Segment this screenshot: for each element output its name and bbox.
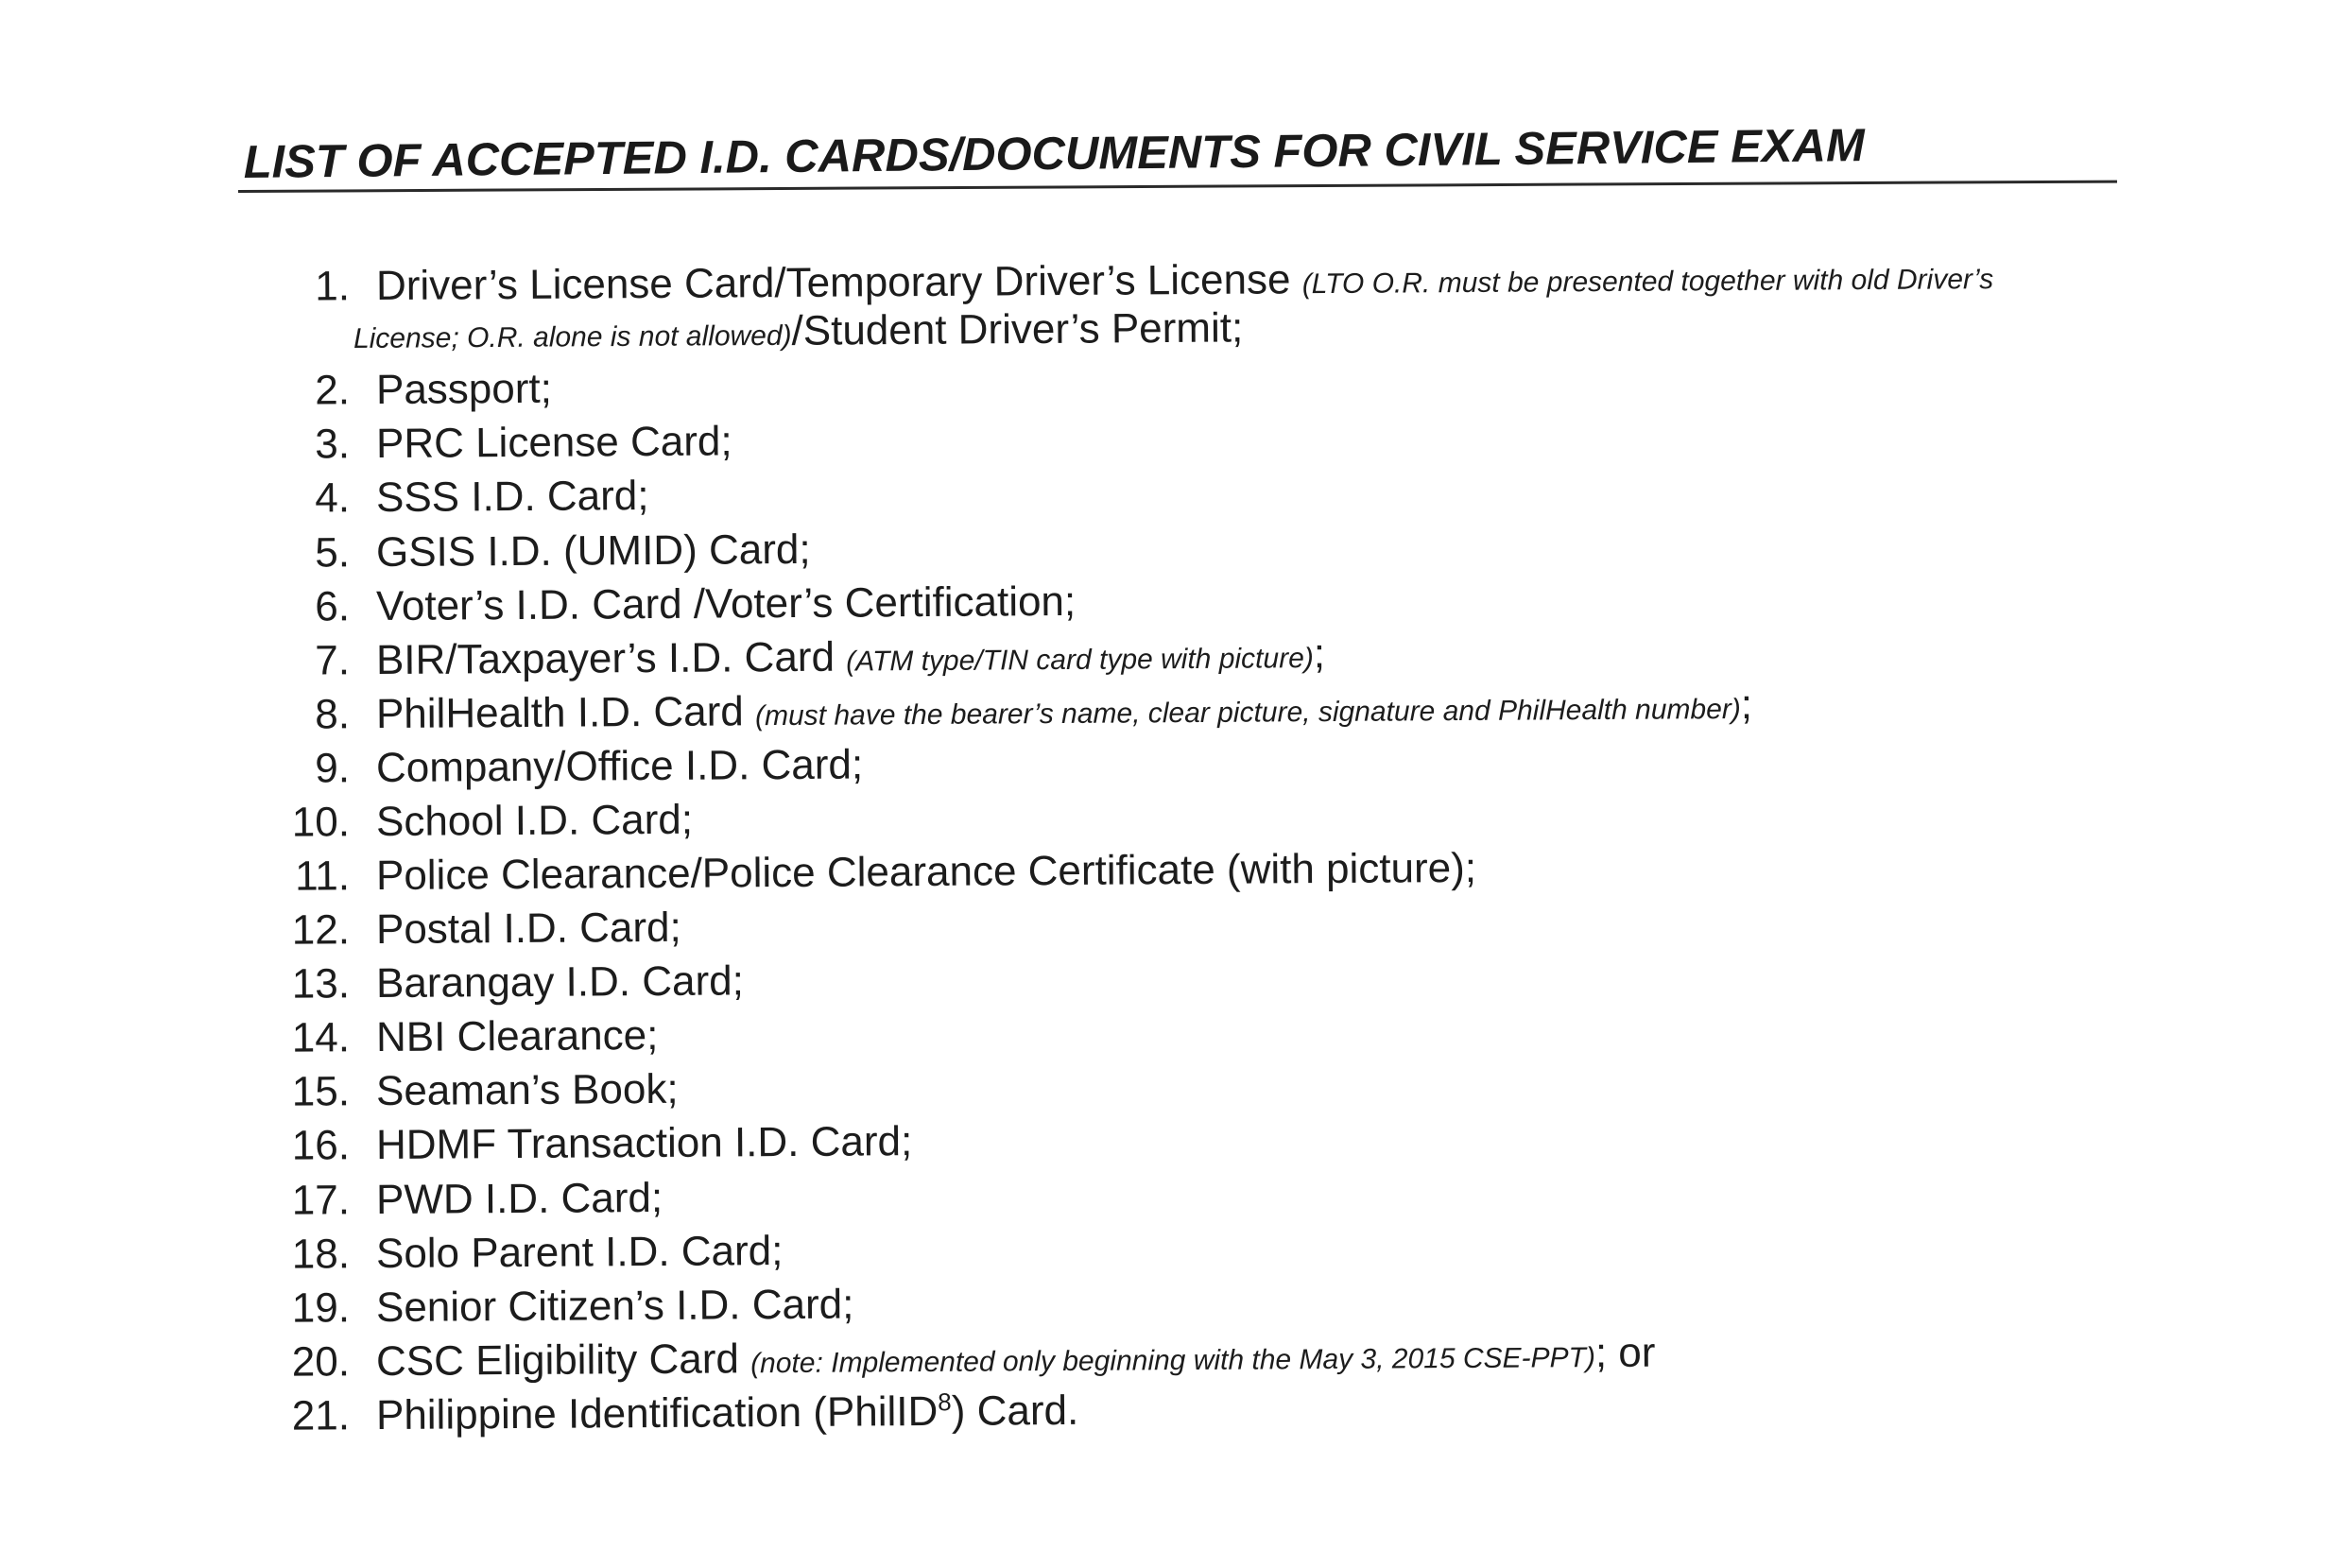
item-note: (note: Implemented only beginning with the May 3, 2015 CSE-PPT) [750,1342,1596,1380]
list-item [246,839,2136,902]
item-text: SSS I.D. Card; [375,473,649,522]
list-item [246,1217,2136,1280]
list-item [246,1109,2136,1171]
item-text: HDMF Transaction I.D. Card; [375,1118,913,1169]
item-number: 18. [291,1231,351,1278]
item-number: 2. [315,367,351,414]
list-item [246,570,2136,632]
item-text: PhilHealth I.D. Card [375,688,744,738]
item-text: Senior Citizen’s I.D. Card; [375,1281,854,1332]
item-note: (LTO O.R. must be presented together with old Driver’s [1301,264,1994,301]
item-number: 17. [291,1177,351,1224]
item-number: 21. [291,1392,351,1439]
item-text-end: ) Card. [951,1387,1079,1435]
item-number: 12. [291,906,351,954]
list-item-continuation [353,298,2149,364]
item-number: 20. [291,1338,351,1386]
list-item [246,461,2136,524]
item-number: 1. [315,263,351,310]
item-text: Company/Office I.D. Card; [375,741,864,792]
list-item [246,516,2136,578]
item-text: School I.D. Card; [375,796,694,846]
item-text: Passport; [375,365,553,414]
item-punctuation: ; [1313,630,1326,678]
list-item [246,1163,2136,1226]
item-number: 8. [315,691,351,738]
item-text: Postal I.D. Card; [375,904,681,954]
list-item [246,947,2136,1009]
item-text: Philippine Identification (PhilID [375,1387,939,1439]
item-number: 5. [315,529,351,577]
list-item [246,1055,2136,1117]
list-item [246,1001,2136,1063]
item-number: 16. [291,1122,351,1169]
item-text-continued: /Student Driver’s Permit; [791,304,1244,354]
list-item [246,893,2136,956]
item-number: 11. [294,853,351,900]
footnote-marker: 8 [938,1387,952,1417]
list-item [246,407,2136,470]
list-item [246,353,2136,416]
item-number: 10. [291,799,351,846]
item-note-continued: License; O.R. alone is not allowed) [353,319,792,354]
item-text: Driver’s License Card/Temporary Driver’s License [375,256,1291,310]
item-note: (must have the bearer’s name, clear picture, signature and PhilHealth number) [754,693,1741,732]
item-text: CSC Eligibility Card [375,1335,740,1386]
item-text: Police Clearance/Police Clearance Certificate (with picture); [375,844,1477,900]
item-text: GSIS I.D. (UMID) Card; [375,526,811,577]
item-text: PRC License Card; [375,418,732,468]
item-punctuation: ; or [1594,1329,1656,1377]
list-item [246,1271,2136,1334]
item-number: 9. [315,745,351,792]
item-number: 13. [291,960,351,1008]
document-heading: LIST OF ACCEPTED I.D. CARDS/DOCUMENTS FOR CIVIL SERVICE EXAM [243,120,1865,189]
item-number: 3. [315,421,351,468]
item-number: 14. [291,1014,351,1061]
item-text: Solo Parent I.D. Card; [375,1228,784,1278]
item-text: BIR/Taxpayer’s I.D. Card [375,633,836,684]
item-note: (ATM type/TIN card type with picture) [846,643,1314,678]
item-number: 15. [291,1068,351,1115]
item-text: Voter’s I.D. Card /Voter’s Certification; [375,577,1077,630]
item-number: 7. [315,637,351,684]
item-text: NBI Clearance; [375,1011,659,1061]
item-text: Barangay I.D. Card; [375,957,745,1008]
item-number: 4. [315,474,351,522]
item-text: Seaman’s Book; [375,1065,679,1115]
item-number: 6. [315,583,351,630]
list-item [246,785,2136,848]
item-text: PWD I.D. Card; [375,1174,663,1224]
item-punctuation: ; [1740,681,1753,728]
item-number: 19. [291,1284,351,1332]
